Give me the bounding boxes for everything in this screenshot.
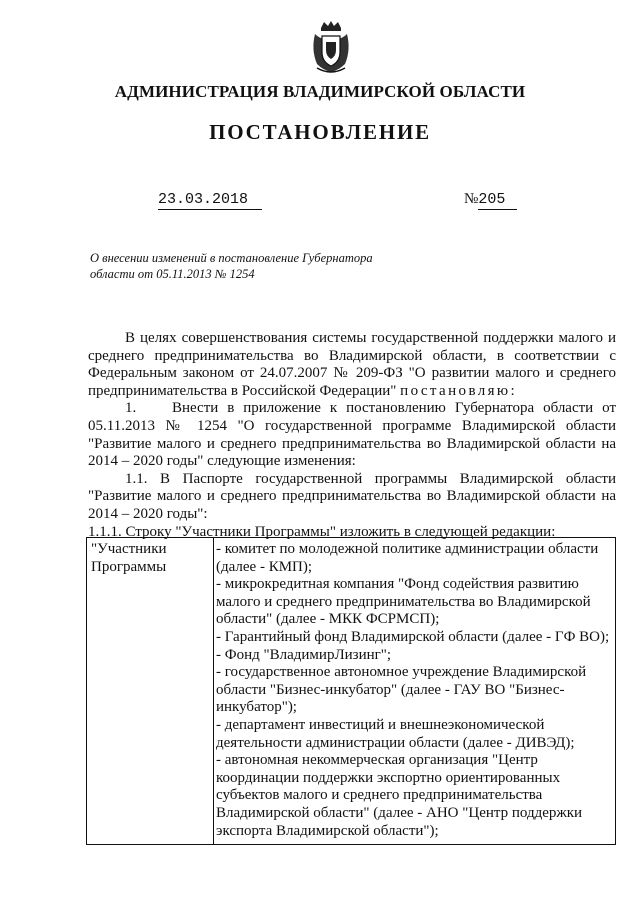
row-label: "Участники Программы bbox=[87, 538, 214, 845]
subject-line: области от 05.11.2013 № 1254 bbox=[90, 267, 255, 281]
list-item: - микрокредитная компания "Фонд содействия развитию малого и среднего предпринимательства во Владимирской области" (далее - МКК ФСРМСП); bbox=[216, 576, 591, 628]
document-subject bbox=[90, 250, 400, 282]
item-1-1-1: 1.1.1. Строку "Участники Программы" изложить в следующей редакции: bbox=[88, 523, 556, 540]
preamble-paragraph bbox=[88, 330, 616, 400]
list-item: - департамент инвестиций и внешнеэкономической деятельности администрации области (далее - ДИВЭД); bbox=[216, 716, 575, 751]
preamble-text: В целях совершенствования системы государственной поддержки малого и среднего предпринимательства во Владимирской области, в соответствии с Федеральным законом от 24.07.2007 № 209-ФЗ "О развитии малого и среднего предпринимательства в Российской Федерации" bbox=[88, 330, 616, 399]
list-item: - государственное автономное учреждение Владимирской области "Бизнес-инкубатор" (далее - ГАУ ВО "Бизнес-инкубатор"); bbox=[216, 664, 587, 716]
list-item: - Фонд "ВладимирЛизинг"; bbox=[216, 646, 392, 663]
table-row bbox=[87, 538, 616, 845]
item-1: 1. Внести в приложение к постановлению Губернатора области от 05.11.2013 № 1254 "О государственной программе Владимирской области "Развитие малого и среднего предпринимательства во Владимирской области на 2014 – 2020 годы" следующие изменения: bbox=[88, 400, 616, 470]
subject-line: О внесении изменений в постановление Губернатора bbox=[90, 251, 373, 265]
participants-table bbox=[86, 537, 616, 845]
document-type: ПОСТАНОВЛЕНИЕ bbox=[209, 120, 431, 144]
resolve-word: постановляю: bbox=[400, 382, 518, 399]
number-value: 205 bbox=[478, 191, 517, 210]
participants-list bbox=[214, 538, 616, 845]
document-number bbox=[464, 191, 517, 208]
coat-of-arms-icon bbox=[311, 20, 351, 74]
list-item: - комитет по молодежной политике администрации области (далее - КМП); bbox=[216, 541, 599, 575]
list-item: - автономная некоммерческая организация "Центр координации поддержки экспортно ориентированных субъектов малого и среднего предпринимательства Владимирской области" (далее - АНО "Центр поддержки экспорта Владимирской области"); bbox=[216, 752, 583, 839]
item-1-1: 1.1. В Паспорте государственной программы Владимирской области "Развитие малого и среднего предпринимательства во Владимирской области на 2014 – 2020 годы": bbox=[88, 470, 616, 522]
list-item: - Гарантийный фонд Владимирской области (далее - ГФ ВО); bbox=[216, 628, 610, 645]
organization-title: АДМИНИСТРАЦИЯ ВЛАДИМИРСКОЙ ОБЛАСТИ bbox=[114, 82, 526, 101]
document-date: 23.03.2018 bbox=[158, 191, 262, 210]
document-body bbox=[88, 330, 616, 541]
number-label: № bbox=[464, 191, 479, 207]
